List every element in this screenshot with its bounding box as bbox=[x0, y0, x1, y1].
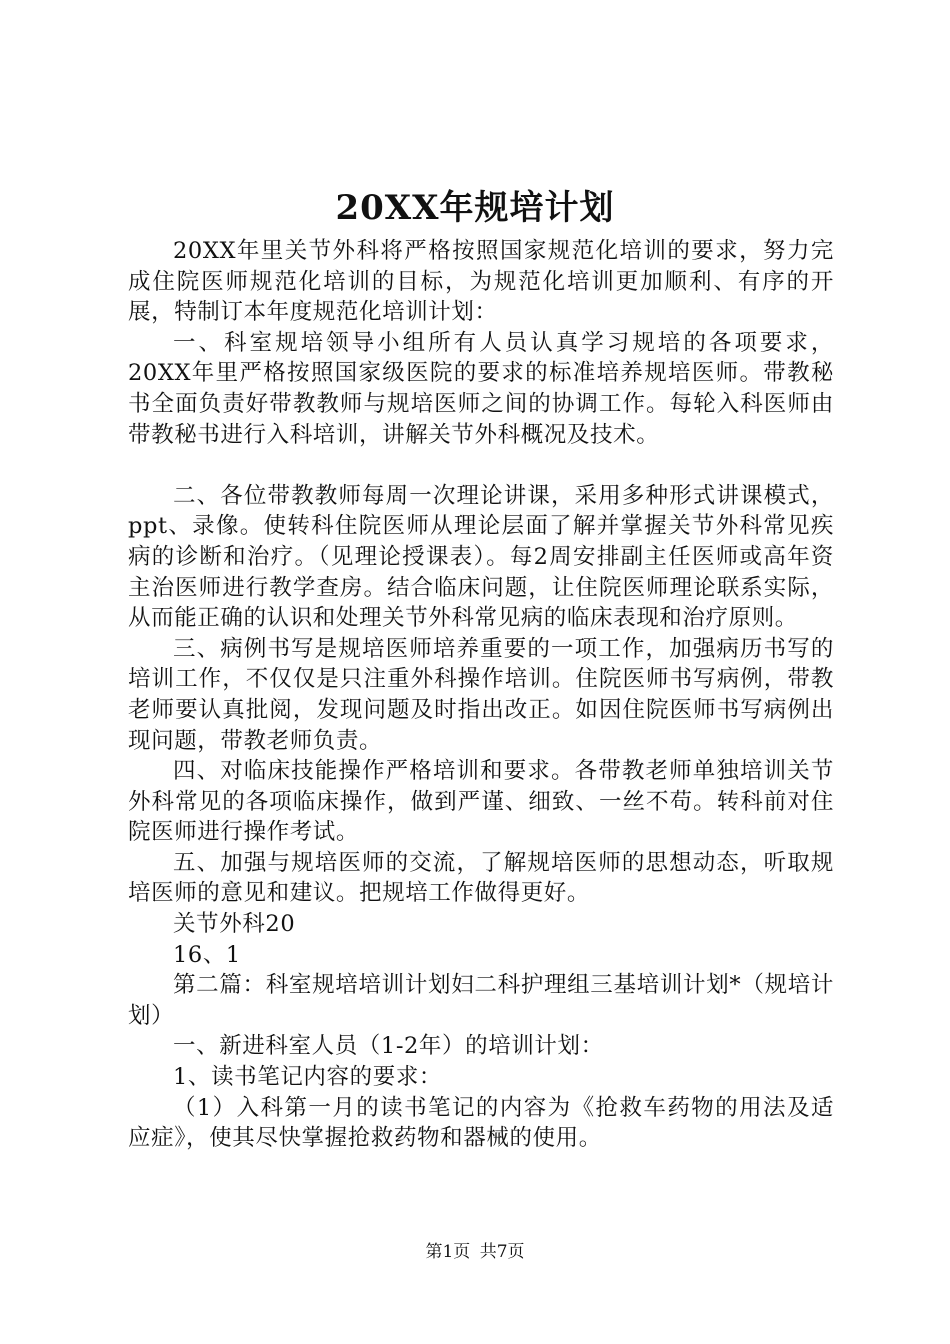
page-footer bbox=[0, 1240, 950, 1264]
paragraph-section-3: 三、病例书写是规培医师培养重要的一项工作，加强病历书写的培训工作，不仅仅是只注重外科操作培训。住院医师书写病例，带教老师要认真批阅，发现问题及时指出改正。如因住院医师书写病例出现问题，带教老师负责。 bbox=[128, 635, 834, 754]
page-total: 共7页 bbox=[479, 1242, 525, 1262]
document-title: 20XX年规培计划 bbox=[335, 188, 615, 228]
paragraph-section-5: 五、加强与规培医师的交流，了解规培医师的思想动态，听取规培医师的意见和建议。把规培工作做得更好。 bbox=[128, 849, 834, 907]
paragraph-notes-requirement: 1、读书笔记内容的要求： bbox=[173, 1064, 443, 1091]
page-number: 第1页 bbox=[425, 1242, 471, 1262]
paragraph-section-2: 二、各位带教教师每周一次理论讲课，采用多种形式讲课模式，ppt、录像。使转科住院医师从理论层面了解并掌握关节外科常见疾病的诊断和治疗。（见理论授课表）。每2周安排副主任医师或高年资主治医师进行教学查房。结合临床问题，让住院医师理论联系实际，从而能正确的认识和处理关节外科常见病的临床表现和治疗原则。 bbox=[128, 482, 834, 632]
paragraph-section-1: 一、科室规培领导小组所有人员认真学习规培的各项要求，20XX年里严格按照国家级医院的要求的标准培养规培医师。带教秘书全面负责好带教教师与规培医师之间的协调工作。每轮入科医师由带教秘书进行入科培训，讲解关节外科概况及技术。 bbox=[128, 329, 834, 448]
paragraph-new-staff-plan: 一、新进科室人员（1-2年）的培训计划： bbox=[173, 1033, 604, 1060]
paragraph-section-4: 四、对临床技能操作严格培训和要求。各带教老师单独培训关节外科常见的各项临床操作，做到严谨、细致、一丝不苟。转科前对住院医师进行操作考试。 bbox=[128, 758, 834, 846]
paragraph-first-month-notes: （1）入科第一月的读书笔记的内容为《抢救车药物的用法及适应症》，使其尽快掌握抢救药物和器械的使用。 bbox=[128, 1094, 834, 1152]
paragraph-date: 16、1 bbox=[173, 941, 241, 968]
document-body bbox=[128, 236, 834, 1154]
paragraph-intro: 20XX年里关节外科将严格按照国家规范化培训的要求，努力完成住院医师规范化培训的目标，为规范化培训更加顺利、有序的开展，特制订本年度规范化培训计划： bbox=[128, 238, 834, 326]
paragraph-department: 关节外科20 bbox=[173, 911, 296, 938]
paragraph-second-chapter: 第二篇：科室规培培训计划妇二科护理组三基培训计划*（规培计划） bbox=[128, 972, 834, 1029]
